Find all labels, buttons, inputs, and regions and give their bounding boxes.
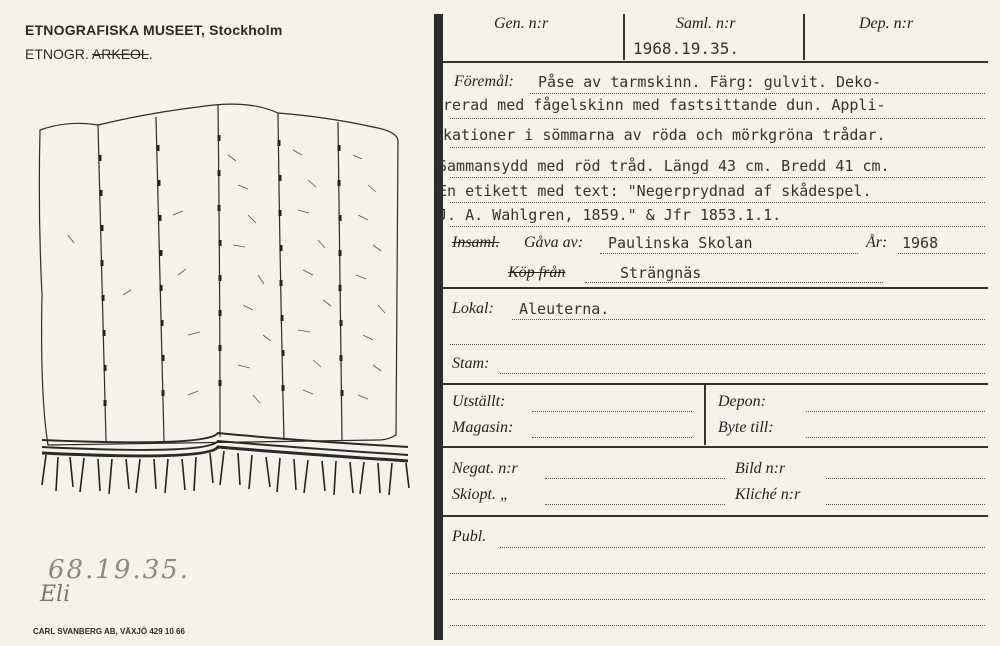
dotted-line xyxy=(826,503,985,505)
stam-label: Stam: xyxy=(452,355,490,372)
rule-2 xyxy=(443,287,988,289)
byte-label: Byte till: xyxy=(718,419,774,436)
saml-value: 1968.19.35. xyxy=(633,39,739,58)
negat-label: Negat. n:r xyxy=(452,460,518,477)
dotted-line xyxy=(530,92,985,94)
dotted-line xyxy=(450,572,985,574)
description-line-3: kationer i sömmarna av röda och mörkgröna trådar. xyxy=(443,126,886,144)
col-divider-1 xyxy=(623,14,625,60)
dotted-line xyxy=(500,546,985,548)
dotted-line xyxy=(450,146,985,148)
dotted-line xyxy=(450,624,985,626)
museum-name: ETNOGRAFISKA MUSEET, Stockholm xyxy=(25,22,283,38)
dotted-line xyxy=(512,318,985,320)
card-divider xyxy=(434,14,443,640)
utstallt-label: Utställt: xyxy=(452,393,506,410)
cliche-label: Kliché n:r xyxy=(735,486,801,503)
publ-label: Publ. xyxy=(452,528,487,545)
dept-struck: ARKEOL xyxy=(91,46,149,62)
gen-label: Gen. n:r xyxy=(494,15,549,32)
dotted-line xyxy=(545,503,725,505)
kop-struck: Köp från xyxy=(508,264,566,281)
description-line-2: rerad med fågelskinn med fastsittande dun. Appli- xyxy=(443,96,886,114)
rule-3 xyxy=(443,383,988,385)
dotted-line xyxy=(450,225,985,227)
description-line-4: Sammansydd med röd tråd. Längd 43 cm. Bredd 41 cm. xyxy=(438,157,890,175)
dotted-line xyxy=(806,436,985,438)
lokal-label: Lokal: xyxy=(452,300,494,317)
col-divider-3 xyxy=(704,385,706,445)
dotted-line xyxy=(450,343,985,345)
dotted-line xyxy=(826,477,985,479)
rule-1 xyxy=(443,61,988,63)
description-line-5: En etikett med text: "Negerprydnad af skådespel. xyxy=(438,182,872,200)
foremal-label: Föremål: xyxy=(454,73,514,90)
ar-label: År: xyxy=(866,234,888,251)
skiopt-label: Skiopt. „ xyxy=(452,486,509,503)
dotted-line xyxy=(545,477,725,479)
dept-suffix: . xyxy=(148,46,153,62)
gava-value: Paulinska Skolan xyxy=(608,234,753,252)
col-divider-2 xyxy=(803,14,805,60)
rule-5 xyxy=(443,515,988,517)
lokal-value: Aleuterna. xyxy=(519,300,610,318)
dep-label: Dep. n:r xyxy=(859,15,914,32)
dotted-line xyxy=(450,201,985,203)
dotted-line xyxy=(450,117,985,119)
magasin-label: Magasin: xyxy=(452,419,514,436)
department-line xyxy=(25,46,153,62)
gava-label: Gåva av: xyxy=(524,234,584,251)
description-line-1: Påse av tarmskinn. Färg: gulvit. Deko- xyxy=(538,73,882,91)
depon-label: Depon: xyxy=(718,393,766,410)
dotted-line xyxy=(898,252,985,254)
dotted-line xyxy=(450,598,985,600)
dotted-line xyxy=(806,410,985,412)
kop-value: Strängnäs xyxy=(620,264,702,282)
handwritten-initials: Eli xyxy=(40,582,71,607)
dotted-line xyxy=(532,410,692,412)
dept-prefix: ETNOGR. xyxy=(25,46,92,62)
dotted-line xyxy=(532,436,692,438)
handwritten-number: 68.19.35. xyxy=(48,555,191,585)
ar-value: 1968 xyxy=(902,234,939,252)
dotted-line xyxy=(450,176,985,178)
saml-label: Saml. n:r xyxy=(676,15,736,32)
rule-4 xyxy=(443,446,988,448)
dotted-line xyxy=(585,281,883,283)
description-line-6: J. A. Wahlgren, 1859." & Jfr 1853.1.1. xyxy=(438,206,782,224)
object-sketch xyxy=(28,95,418,505)
insaml-struck: Insaml. xyxy=(452,234,500,251)
dotted-line xyxy=(500,372,985,374)
bild-label: Bild n:r xyxy=(735,460,786,477)
printer-imprint: CARL SVANBERG AB, VÄXJÖ 429 10 66 xyxy=(33,627,185,636)
dotted-line xyxy=(600,252,858,254)
